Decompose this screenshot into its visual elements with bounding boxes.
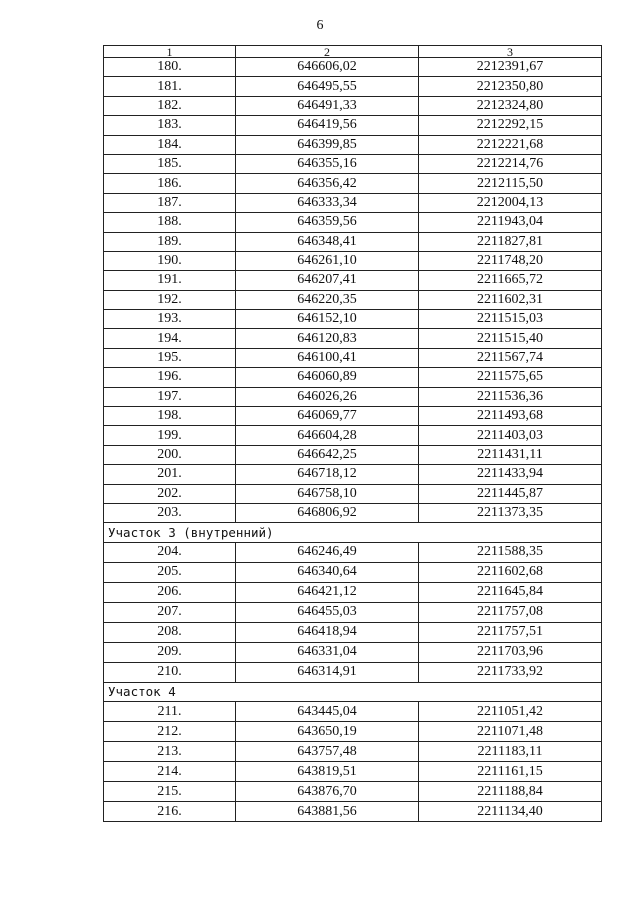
y-coordinate-cell: 2211183,11 — [419, 742, 602, 762]
page-number: 6 — [316, 18, 324, 33]
point-number-cell: 198. — [104, 407, 236, 426]
table-row — [104, 802, 602, 822]
x-coordinate-cell: 646355,16 — [236, 154, 419, 173]
y-coordinate-cell: 2211433,94 — [419, 465, 602, 484]
table-row — [104, 116, 602, 135]
point-number-cell: 184. — [104, 135, 236, 154]
table-row — [104, 602, 602, 622]
x-coordinate-cell: 646348,41 — [236, 232, 419, 251]
point-number-cell: 195. — [104, 348, 236, 367]
y-coordinate-cell: 2211051,42 — [419, 702, 602, 722]
table-row — [104, 702, 602, 722]
y-coordinate-cell: 2211536,36 — [419, 387, 602, 406]
point-number-cell: 212. — [104, 722, 236, 742]
table-row — [104, 465, 602, 484]
coordinates-table — [103, 45, 602, 822]
table-row — [104, 310, 602, 329]
x-coordinate-cell: 643650,19 — [236, 722, 419, 742]
table-row — [104, 762, 602, 782]
x-coordinate-cell: 646604,28 — [236, 426, 419, 445]
table-row — [104, 622, 602, 642]
point-number-cell: 200. — [104, 445, 236, 464]
y-coordinate-cell: 2211161,15 — [419, 762, 602, 782]
table-row — [104, 58, 602, 77]
point-number-cell: 182. — [104, 96, 236, 115]
point-number-cell: 213. — [104, 742, 236, 762]
y-coordinate-cell: 2212292,15 — [419, 116, 602, 135]
table-row — [104, 193, 602, 212]
table-row — [104, 484, 602, 503]
table-row — [104, 562, 602, 582]
y-coordinate-cell: 2211757,51 — [419, 622, 602, 642]
point-number-cell: 185. — [104, 154, 236, 173]
x-coordinate-cell: 646120,83 — [236, 329, 419, 348]
x-coordinate-cell: 646152,10 — [236, 310, 419, 329]
x-coordinate-cell: 646261,10 — [236, 251, 419, 270]
point-number-cell: 190. — [104, 251, 236, 270]
x-coordinate-cell: 643819,51 — [236, 762, 419, 782]
table-row — [104, 642, 602, 662]
table-row — [104, 582, 602, 602]
point-number-cell: 204. — [104, 542, 236, 562]
x-coordinate-cell: 646495,55 — [236, 77, 419, 96]
y-coordinate-cell: 2212115,50 — [419, 174, 602, 193]
point-number-cell: 183. — [104, 116, 236, 135]
y-coordinate-cell: 2211071,48 — [419, 722, 602, 742]
y-coordinate-cell: 2212391,67 — [419, 58, 602, 77]
y-coordinate-cell: 2211733,92 — [419, 662, 602, 682]
point-number-cell: 194. — [104, 329, 236, 348]
x-coordinate-cell: 646314,91 — [236, 662, 419, 682]
table-row — [104, 174, 602, 193]
table-row — [104, 154, 602, 173]
x-coordinate-cell: 646418,94 — [236, 622, 419, 642]
x-coordinate-cell: 646060,89 — [236, 368, 419, 387]
point-number-cell: 188. — [104, 213, 236, 232]
x-coordinate-cell: 643876,70 — [236, 782, 419, 802]
y-coordinate-cell: 2211373,35 — [419, 503, 602, 522]
y-coordinate-cell: 2211703,96 — [419, 642, 602, 662]
x-coordinate-cell: 646455,03 — [236, 602, 419, 622]
y-coordinate-cell: 2211431,11 — [419, 445, 602, 464]
column-header-2: 2 — [236, 46, 419, 58]
y-coordinate-cell: 2211403,03 — [419, 426, 602, 445]
x-coordinate-cell: 646359,56 — [236, 213, 419, 232]
point-number-cell: 197. — [104, 387, 236, 406]
x-coordinate-cell: 646606,02 — [236, 58, 419, 77]
y-coordinate-cell: 2211445,87 — [419, 484, 602, 503]
point-number-cell: 210. — [104, 662, 236, 682]
x-coordinate-cell: 646026,26 — [236, 387, 419, 406]
point-number-cell: 187. — [104, 193, 236, 212]
y-coordinate-cell: 2212350,80 — [419, 77, 602, 96]
table-row — [104, 329, 602, 348]
table-row — [104, 387, 602, 406]
point-number-cell: 191. — [104, 271, 236, 290]
x-coordinate-cell: 646642,25 — [236, 445, 419, 464]
point-number-cell: 203. — [104, 503, 236, 522]
table-row — [104, 290, 602, 309]
section-title: Участок 4 — [104, 682, 602, 701]
y-coordinate-cell: 2211645,84 — [419, 582, 602, 602]
y-coordinate-cell: 2212214,76 — [419, 154, 602, 173]
y-coordinate-cell: 2211748,20 — [419, 251, 602, 270]
table-row — [104, 368, 602, 387]
column-header-1: 1 — [104, 46, 236, 58]
x-coordinate-cell: 646246,49 — [236, 542, 419, 562]
point-number-cell: 199. — [104, 426, 236, 445]
y-coordinate-cell: 2211134,40 — [419, 802, 602, 822]
y-coordinate-cell: 2211602,31 — [419, 290, 602, 309]
point-number-cell: 180. — [104, 58, 236, 77]
y-coordinate-cell: 2211493,68 — [419, 407, 602, 426]
x-coordinate-cell: 646356,42 — [236, 174, 419, 193]
y-coordinate-cell: 2211515,40 — [419, 329, 602, 348]
point-number-cell: 209. — [104, 642, 236, 662]
table-row — [104, 213, 602, 232]
section-header-row — [104, 682, 602, 701]
point-number-cell: 214. — [104, 762, 236, 782]
y-coordinate-cell: 2211943,04 — [419, 213, 602, 232]
point-number-cell: 196. — [104, 368, 236, 387]
y-coordinate-cell: 2211515,03 — [419, 310, 602, 329]
y-coordinate-cell: 2211567,74 — [419, 348, 602, 367]
y-coordinate-cell: 2211757,08 — [419, 602, 602, 622]
x-coordinate-cell: 643881,56 — [236, 802, 419, 822]
x-coordinate-cell: 646718,12 — [236, 465, 419, 484]
point-number-cell: 205. — [104, 562, 236, 582]
x-coordinate-cell: 646333,34 — [236, 193, 419, 212]
table-row — [104, 426, 602, 445]
table-row — [104, 542, 602, 562]
column-header-3: 3 — [419, 46, 602, 58]
point-number-cell: 211. — [104, 702, 236, 722]
table-row — [104, 251, 602, 270]
table-row — [104, 407, 602, 426]
x-coordinate-cell: 646220,35 — [236, 290, 419, 309]
x-coordinate-cell: 646758,10 — [236, 484, 419, 503]
x-coordinate-cell: 646340,64 — [236, 562, 419, 582]
point-number-cell: 202. — [104, 484, 236, 503]
point-number-cell: 192. — [104, 290, 236, 309]
table-row — [104, 135, 602, 154]
x-coordinate-cell: 646491,33 — [236, 96, 419, 115]
point-number-cell: 207. — [104, 602, 236, 622]
x-coordinate-cell: 646419,56 — [236, 116, 419, 135]
x-coordinate-cell: 646806,92 — [236, 503, 419, 522]
point-number-cell: 181. — [104, 77, 236, 96]
x-coordinate-cell: 646421,12 — [236, 582, 419, 602]
point-number-cell: 186. — [104, 174, 236, 193]
point-number-cell: 215. — [104, 782, 236, 802]
y-coordinate-cell: 2211588,35 — [419, 542, 602, 562]
x-coordinate-cell: 646069,77 — [236, 407, 419, 426]
y-coordinate-cell: 2212221,68 — [419, 135, 602, 154]
point-number-cell: 208. — [104, 622, 236, 642]
point-number-cell: 193. — [104, 310, 236, 329]
coordinates-table-body — [104, 46, 602, 822]
x-coordinate-cell: 646331,04 — [236, 642, 419, 662]
table-row — [104, 348, 602, 367]
table-row — [104, 96, 602, 115]
y-coordinate-cell: 2211827,81 — [419, 232, 602, 251]
point-number-cell: 216. — [104, 802, 236, 822]
table-row — [104, 445, 602, 464]
y-coordinate-cell: 2212324,80 — [419, 96, 602, 115]
table-row — [104, 782, 602, 802]
x-coordinate-cell: 643757,48 — [236, 742, 419, 762]
table-row — [104, 662, 602, 682]
point-number-cell: 206. — [104, 582, 236, 602]
section-title: Участок 3 (внутренний) — [104, 523, 602, 542]
x-coordinate-cell: 646399,85 — [236, 135, 419, 154]
x-coordinate-cell: 643445,04 — [236, 702, 419, 722]
y-coordinate-cell: 2211602,68 — [419, 562, 602, 582]
table-row — [104, 77, 602, 96]
x-coordinate-cell: 646207,41 — [236, 271, 419, 290]
y-coordinate-cell: 2212004,13 — [419, 193, 602, 212]
section-header-row — [104, 523, 602, 542]
table-header-row — [104, 46, 602, 58]
x-coordinate-cell: 646100,41 — [236, 348, 419, 367]
table-row — [104, 271, 602, 290]
y-coordinate-cell: 2211665,72 — [419, 271, 602, 290]
y-coordinate-cell: 2211575,65 — [419, 368, 602, 387]
table-row — [104, 503, 602, 522]
point-number-cell: 201. — [104, 465, 236, 484]
table-row — [104, 722, 602, 742]
y-coordinate-cell: 2211188,84 — [419, 782, 602, 802]
table-row — [104, 232, 602, 251]
point-number-cell: 189. — [104, 232, 236, 251]
table-row — [104, 742, 602, 762]
